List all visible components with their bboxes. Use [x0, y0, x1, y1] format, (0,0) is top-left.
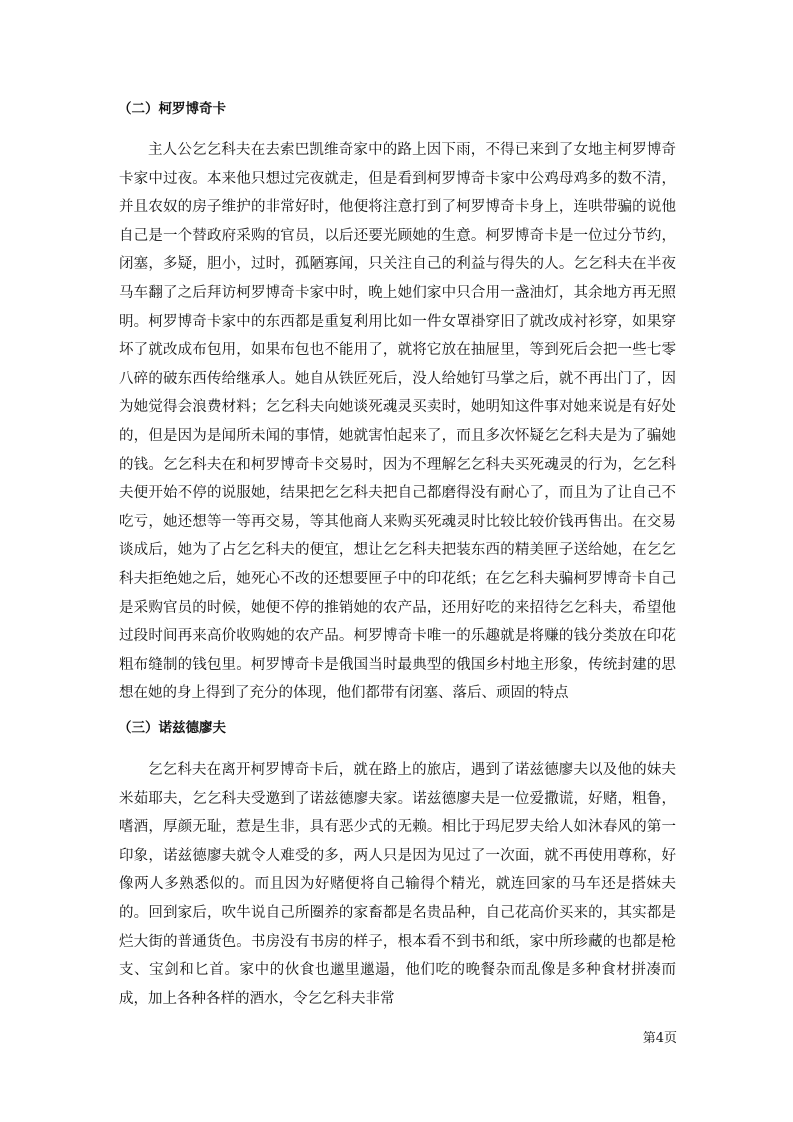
section-heading-korobochka: （二）柯罗博奇卡: [118, 101, 226, 117]
section-heading-nozdryov: （三）诺兹德廖夫: [118, 720, 226, 736]
section-paragraph-korobochka: 主人公乞乞科夫在去索巴凯维奇家中的路上因下雨，不得已来到了女地主柯罗博奇卡家中过夜。本来他只想过完夜就走，但是看到柯罗博奇卡家中公鸡母鸡多的数不清，并且农奴的房子维护的非常好时，他便将注意打到了柯罗博奇卡身上，连哄带骗的说他自己是一个替政府采购的官员，以后还要光顾她的生意。柯罗博奇卡是一位过分节约，闭塞，多疑，胆小，过时，孤陋寡闻，只关注自己的利益与得失的人。乞乞科夫在半夜马车翻了之后拜访柯罗博奇卡家中时，晚上她们家中只合用一盏油灯，其余地方再无照明。柯罗博奇卡家中的东西都是重复利用比如一件女罩褂穿旧了就改成衬衫穿，如果穿坏了就改成布包用，如果布包也不能用了，就将它放在抽屉里，等到死后会把一些七零八碎的破东西传给继承人。她自从铁匠死后，没人给她钉马掌之后，就不再出门了，因为她觉得会浪费材料；乞乞科夫向她谈死魂灵买卖时，她明知这件事对她来说是有好处的，但是因为是闻所未闻的事情，她就害怕起来了，而且多次怀疑乞乞科夫是为了骗她的钱。乞乞科夫在和柯罗博奇卡交易时，因为不理解乞乞科夫买死魂灵的行为，乞乞科夫便开始不停的说服她，结果把乞乞科夫把自己都磨得没有耐心了，而且为了让自己不吃亏，她还想等一等再交易，等其他商人来购买死魂灵时比较比较价钱再售出。在交易谈成后，她为了占乞乞科夫的便宜，想让乞乞科夫把装东西的精美匣子送给她，在乞乞科夫拒绝她之后，她死心不改的还想要匣子中的印花纸；在乞乞科夫骗柯罗博奇卡自己是采购官员的时候，她便不停的推销她的农产品，还用好吃的来招待乞乞科夫，希望他过段时间再来高价收购她的农产品。柯罗博奇卡唯一的乐趣就是将赚的钱分类放在印花粗布缝制的钱包里。柯罗博奇卡是俄国当时最典型的俄国乡村地主形象，传统封建的思想在她的身上得到了充分的体现，他们都带有闭塞、落后、顽固的特点: [119, 142, 676, 702]
page-number: 第4页: [642, 1031, 677, 1046]
section-paragraph-nozdryov: 乞乞科夫在离开柯罗博奇卡后，就在路上的旅店，遇到了诺兹德廖夫以及他的妹夫米茹耶夫，乞乞科夫受邀到了诺兹德廖夫家。诺兹德廖夫是一位爱撒谎，好赌，粗鲁，嗜酒，厚颜无耻，惹是生非，具有恶少式的无赖。相比于玛尼罗夫给人如沐春风的第一印象，诺兹德廖夫就令人难受的多，两人只是因为见过了一次面，就不再使用尊称，好像两人多熟悉似的。而且因为好赌便将自己输得个精光，就连回家的马车还是搭妹夫的。回到家后，吹牛说自己所圈养的家畜都是名贵品种，自己花高价买来的，其实都是烂大街的普通货色。书房没有书房的样子，根本看不到书和纸，家中所珍藏的也都是枪支、宝剑和匕首。家中的伙食也邋里邋遢，他们吃的晚餐杂而乱像是多种食材拼凑而成，加上各种各样的酒水，令乞乞科夫非常: [119, 762, 676, 1007]
